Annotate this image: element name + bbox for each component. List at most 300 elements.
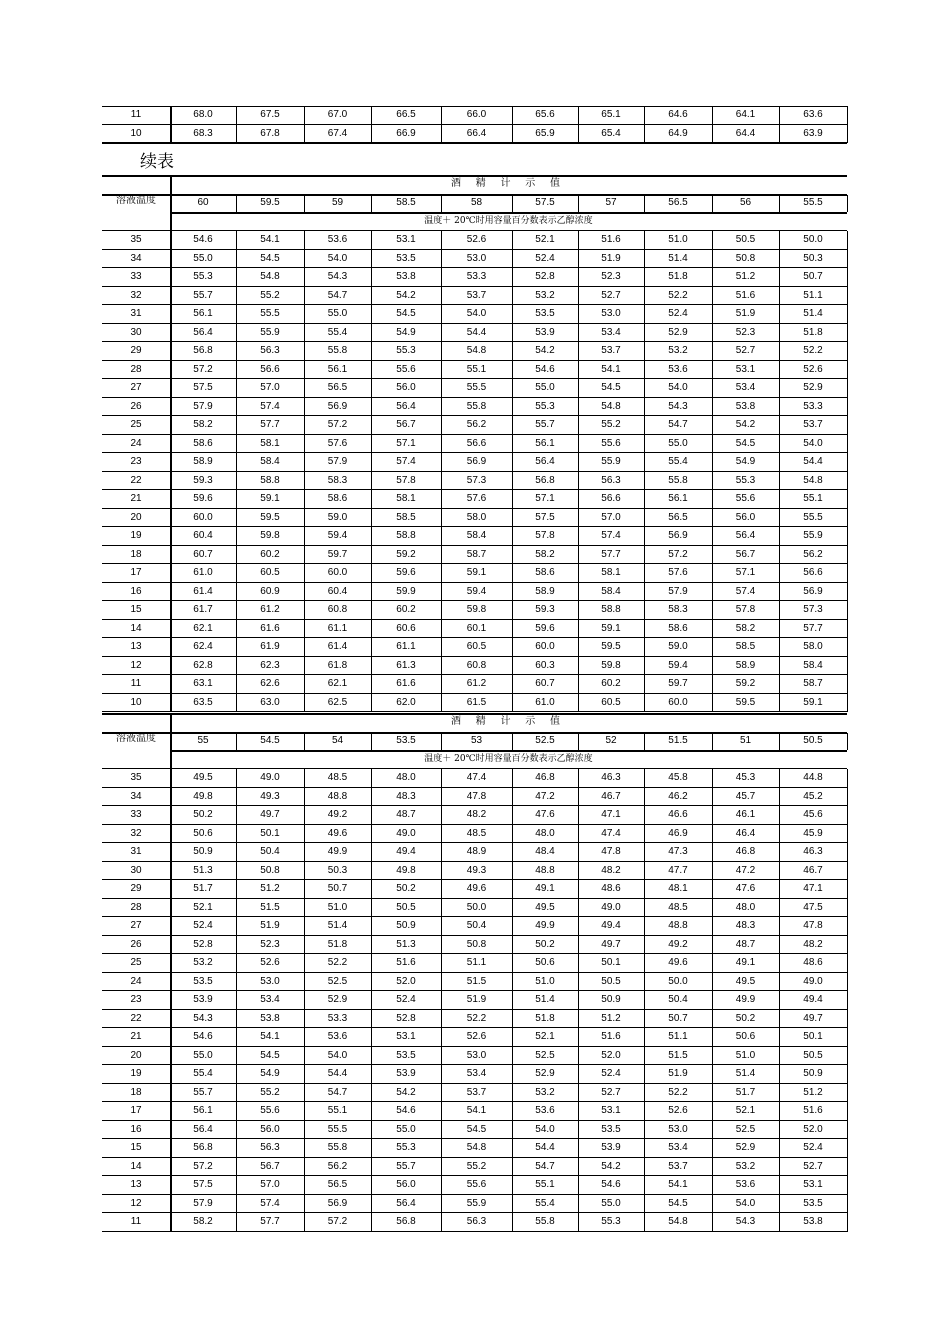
row-divider: [102, 711, 847, 712]
value-cell: 56.2: [466, 419, 487, 430]
value-cell: 63.6: [803, 109, 823, 120]
column-header: 56: [739, 197, 752, 208]
value-cell: 58.2: [193, 419, 213, 430]
value-cell: 44.8: [803, 772, 823, 783]
value-cell: 56.8: [396, 1216, 416, 1227]
value-cell: 55.3: [396, 345, 416, 356]
value-cell: 50.8: [260, 864, 280, 876]
value-cell: 58.3: [327, 474, 348, 486]
table-row: [102, 1047, 847, 1065]
value-cell: 50.7: [327, 883, 348, 894]
value-cell: 52.9: [803, 382, 823, 393]
table-row: [102, 1010, 847, 1028]
value-cell: 53.0: [668, 1123, 688, 1135]
column-header: 55: [197, 735, 209, 746]
value-cell: 54.3: [327, 271, 348, 282]
value-cell: 57.2: [193, 363, 213, 375]
value-cell: 59.3: [535, 604, 555, 615]
value-cell: 52.4: [668, 308, 688, 319]
value-cell: 50.8: [735, 252, 756, 264]
value-cell: 61.7: [193, 604, 213, 615]
value-cell: 49.4: [803, 994, 823, 1005]
value-cell: 50.4: [668, 994, 688, 1005]
value-cell: 56.3: [260, 345, 280, 356]
temperature-cell: 20: [130, 1049, 142, 1061]
value-cell: 61.2: [466, 678, 487, 689]
column-header-divider-vertical: [712, 733, 713, 750]
value-cell: 51.9: [735, 308, 756, 319]
temperature-cell: 17: [130, 1105, 142, 1116]
value-cell: 56.1: [193, 1105, 213, 1116]
value-cell: 52.2: [668, 1086, 688, 1098]
value-cell: 57.9: [193, 1197, 213, 1209]
table-row: [102, 1139, 847, 1157]
value-cell: 57.2: [668, 548, 688, 560]
value-cell: 52.7: [803, 1160, 823, 1172]
value-cell: 57.7: [260, 419, 280, 430]
temperature-cell: 18: [130, 1086, 142, 1098]
value-cell: 56.3: [260, 1142, 280, 1153]
value-cell: 55.8: [668, 474, 688, 486]
column-divider: [644, 231, 645, 712]
value-cell: 59.9: [396, 585, 416, 597]
value-cell: 55.0: [396, 1123, 416, 1135]
value-cell: 59.5: [735, 696, 756, 708]
column-divider: [644, 769, 645, 1232]
value-cell: 58.5: [396, 511, 416, 523]
value-cell: 61.1: [396, 641, 416, 652]
value-cell: 52.1: [735, 1105, 756, 1116]
value-cell: 51.1: [668, 1031, 688, 1042]
value-cell: 54.9: [735, 456, 756, 467]
value-cell: 50.1: [601, 957, 621, 968]
value-cell: 48.8: [668, 920, 688, 931]
column-header-divider-vertical: [371, 195, 372, 212]
value-cell: 53.2: [735, 1160, 756, 1172]
temperature-cell: 14: [130, 1160, 142, 1172]
value-cell: 53.5: [396, 1049, 416, 1061]
value-cell: 53.1: [735, 363, 756, 375]
value-cell: 57.6: [668, 567, 688, 578]
value-cell: 58.8: [601, 604, 621, 615]
value-cell: 56.0: [396, 1179, 416, 1190]
value-cell: 45.8: [668, 772, 688, 783]
value-cell: 51.4: [327, 920, 348, 931]
table-row: [102, 1065, 847, 1083]
value-cell: 53.5: [803, 1197, 823, 1209]
value-cell: 56.4: [193, 1123, 213, 1135]
value-cell: 49.0: [601, 901, 621, 913]
value-cell: 51.5: [668, 1049, 688, 1061]
temperature-cell: 28: [130, 901, 142, 913]
value-cell: 64.6: [668, 109, 688, 120]
value-cell: 58.6: [668, 622, 688, 634]
table-row: [102, 472, 847, 490]
value-cell: 53.0: [466, 1049, 487, 1061]
value-cell: 47.5: [803, 901, 823, 913]
column-header-divider-vertical: [712, 195, 713, 212]
table-row: [102, 416, 847, 434]
value-cell: 57.9: [193, 400, 213, 412]
temperature-cell: 27: [130, 920, 142, 931]
value-cell: 60.2: [396, 604, 416, 615]
value-cell: 55.2: [260, 1086, 280, 1098]
table-row: [102, 490, 847, 508]
temperature-cell: 11: [130, 109, 142, 120]
value-cell: 56.4: [735, 530, 756, 541]
value-cell: 50.8: [466, 938, 487, 950]
value-cell: 54.5: [260, 252, 280, 264]
value-cell: 54.2: [601, 1160, 621, 1172]
value-cell: 59.1: [601, 622, 621, 634]
column-header: 52.5: [535, 735, 555, 746]
value-cell: 60.0: [193, 511, 213, 523]
value-cell: 56.5: [327, 382, 348, 393]
value-cell: 50.2: [193, 809, 213, 820]
value-cell: 53.1: [803, 1179, 823, 1190]
value-cell: 48.6: [601, 883, 621, 894]
value-cell: 60.6: [396, 622, 416, 634]
value-cell: 59.6: [193, 493, 213, 504]
value-cell: 54.2: [535, 345, 555, 356]
table-row: [102, 675, 847, 693]
table-row: [102, 936, 847, 954]
column-header: 58: [470, 197, 483, 208]
column-divider: [512, 231, 513, 712]
value-cell: 48.7: [396, 809, 416, 820]
value-cell: 57.4: [735, 585, 756, 597]
value-cell: 57.9: [668, 585, 688, 597]
temperature-cell: 25: [130, 957, 142, 968]
table-row: [102, 342, 847, 360]
table-row: [102, 620, 847, 638]
value-cell: 51.1: [466, 957, 487, 968]
value-cell: 53.2: [668, 345, 688, 356]
column-divider: [236, 769, 237, 1232]
value-cell: 50.7: [668, 1012, 688, 1024]
value-cell: 52.4: [396, 994, 416, 1005]
table-bottom-border: [102, 142, 847, 144]
value-cell: 53.4: [668, 1142, 688, 1153]
column-header-divider-vertical: [512, 733, 513, 750]
value-cell: 48.7: [735, 938, 756, 950]
value-cell: 48.2: [601, 864, 621, 876]
table-row: [102, 268, 847, 286]
value-cell: 54.0: [327, 252, 348, 264]
temperature-cell: 12: [130, 659, 142, 671]
value-cell: 54.4: [327, 1068, 348, 1079]
value-cell: 48.9: [466, 846, 487, 857]
value-cell: 52.8: [396, 1012, 416, 1024]
value-cell: 49.0: [803, 975, 823, 987]
value-cell: 56.4: [396, 400, 416, 412]
value-cell: 54.1: [601, 363, 621, 375]
value-cell: 53.8: [260, 1012, 280, 1024]
value-cell: 54.1: [466, 1105, 487, 1116]
temperature-cell: 34: [130, 790, 142, 802]
temperature-cell: 23: [130, 456, 142, 467]
value-cell: 55.6: [601, 437, 621, 449]
value-cell: 61.6: [260, 622, 280, 634]
value-cell: 54.2: [396, 1086, 416, 1098]
value-cell: 49.5: [535, 901, 555, 913]
value-cell: 53.3: [327, 1012, 348, 1024]
value-cell: 50.5: [735, 234, 756, 245]
value-cell: 60.0: [535, 641, 555, 652]
value-cell: 57.5: [193, 382, 213, 393]
value-cell: 48.3: [396, 790, 416, 802]
value-cell: 50.0: [466, 901, 487, 913]
value-cell: 50.6: [535, 957, 555, 968]
value-cell: 50.2: [535, 938, 555, 950]
value-cell: 47.3: [668, 846, 688, 857]
value-cell: 50.9: [601, 994, 621, 1005]
value-cell: 45.9: [803, 827, 823, 839]
value-cell: 58.4: [601, 585, 621, 597]
value-cell: 56.5: [668, 511, 688, 523]
value-cell: 52.1: [535, 1031, 555, 1042]
table-row: [102, 435, 847, 453]
value-cell: 52.9: [735, 1142, 756, 1153]
value-cell: 60.5: [260, 567, 280, 578]
column-divider: [304, 106, 305, 143]
value-cell: 57.3: [466, 474, 487, 486]
value-cell: 59.2: [396, 548, 416, 560]
value-cell: 55.7: [193, 1086, 213, 1098]
value-cell: 52.0: [396, 975, 416, 987]
value-cell: 56.4: [535, 456, 555, 467]
column-header: 57.5: [535, 197, 555, 208]
value-cell: 48.5: [668, 901, 688, 913]
table-row: [102, 638, 847, 656]
value-cell: 60.7: [535, 678, 555, 689]
table-row: [102, 769, 847, 787]
table-row: [102, 1028, 847, 1046]
table-row: [102, 379, 847, 397]
value-cell: 56.6: [466, 437, 487, 449]
column-divider: [236, 106, 237, 143]
value-cell: 48.8: [327, 790, 348, 802]
value-cell: 50.5: [396, 901, 416, 913]
value-cell: 57.0: [601, 511, 621, 523]
value-cell: 49.1: [735, 957, 756, 968]
value-cell: 56.9: [668, 530, 688, 541]
column-header: 54.5: [260, 735, 280, 746]
value-cell: 56.9: [327, 1197, 348, 1209]
value-cell: 59.6: [396, 567, 416, 578]
value-cell: 54.8: [668, 1216, 688, 1227]
value-cell: 58.0: [466, 511, 487, 523]
column-divider: [578, 106, 579, 143]
temperature-cell: 34: [130, 252, 142, 264]
value-cell: 55.4: [668, 456, 688, 467]
value-cell: 64.9: [668, 127, 688, 139]
value-cell: 50.5: [601, 975, 621, 987]
value-cell: 55.8: [535, 1216, 555, 1227]
value-cell: 57.9: [327, 456, 348, 467]
value-cell: 54.0: [668, 382, 688, 393]
value-cell: 53.6: [735, 1179, 756, 1190]
column-header-divider-vertical: [779, 195, 780, 212]
value-cell: 51.2: [735, 271, 756, 282]
table-subtitle: 温度＋ 20℃时用容量百分数表示乙醇浓度: [424, 754, 593, 764]
value-cell: 51.0: [735, 1049, 756, 1061]
value-cell: 51.4: [803, 308, 823, 319]
value-cell: 49.9: [535, 920, 555, 931]
temperature-cell: 25: [130, 419, 142, 430]
value-cell: 56.7: [735, 548, 756, 560]
value-cell: 57.8: [396, 474, 416, 486]
table-row: [102, 1121, 847, 1139]
value-cell: 45.3: [735, 772, 756, 783]
value-cell: 55.1: [327, 1105, 348, 1116]
temperature-cell: 24: [130, 975, 142, 987]
temperature-cell: 15: [130, 604, 142, 615]
value-cell: 48.2: [466, 809, 487, 820]
value-cell: 57.4: [260, 400, 280, 412]
value-cell: 54.0: [735, 1197, 756, 1209]
value-cell: 50.1: [260, 827, 280, 839]
temperature-column-divider: [170, 713, 172, 1232]
value-cell: 54.4: [466, 326, 487, 338]
value-cell: 51.0: [327, 901, 348, 913]
value-cell: 51.7: [193, 883, 213, 894]
column-divider: [371, 769, 372, 1232]
temperature-cell: 19: [130, 530, 142, 541]
value-cell: 58.9: [193, 456, 213, 467]
value-cell: 57.6: [327, 437, 348, 449]
value-cell: 51.4: [735, 1068, 756, 1079]
value-cell: 52.3: [260, 938, 280, 950]
value-cell: 48.0: [396, 772, 416, 783]
value-cell: 48.1: [668, 883, 688, 894]
value-cell: 54.7: [327, 1086, 348, 1098]
table-row: [102, 694, 847, 712]
value-cell: 60.5: [601, 696, 621, 708]
temperature-cell: 35: [130, 234, 142, 245]
table-row: [102, 917, 847, 935]
value-cell: 54.6: [601, 1179, 621, 1190]
value-cell: 61.6: [396, 678, 416, 689]
column-header: 51.5: [668, 735, 688, 746]
value-cell: 52.5: [735, 1123, 756, 1135]
value-cell: 62.5: [327, 696, 348, 708]
value-cell: 55.9: [803, 530, 823, 541]
value-cell: 49.4: [396, 846, 416, 857]
temperature-cell: 17: [130, 567, 142, 578]
value-cell: 52.8: [193, 938, 213, 950]
value-cell: 52.7: [601, 1086, 621, 1098]
value-cell: 58.7: [803, 678, 823, 689]
value-cell: 52.6: [466, 1031, 487, 1042]
value-cell: 56.9: [466, 456, 487, 467]
column-header-divider-vertical: [304, 733, 305, 750]
value-cell: 56.7: [396, 419, 416, 430]
column-divider: [512, 106, 513, 143]
value-cell: 58.2: [735, 622, 756, 634]
value-cell: 46.3: [601, 772, 621, 783]
value-cell: 58.4: [803, 659, 823, 671]
table-subtitle: 温度＋ 20℃时用容量百分数表示乙醇浓度: [424, 216, 593, 226]
value-cell: 51.2: [260, 883, 280, 894]
value-cell: 56.6: [601, 493, 621, 504]
value-cell: 54.5: [466, 1123, 487, 1135]
value-cell: 53.4: [466, 1068, 487, 1079]
value-cell: 58.1: [601, 567, 621, 578]
value-cell: 46.3: [803, 846, 823, 857]
column-divider: [712, 106, 713, 143]
value-cell: 64.1: [735, 109, 756, 120]
value-cell: 59.7: [327, 548, 348, 560]
value-cell: 57.4: [601, 530, 621, 541]
value-cell: 60.9: [260, 585, 280, 597]
temperature-cell: 31: [130, 846, 142, 857]
value-cell: 58.2: [193, 1216, 213, 1227]
value-cell: 51.8: [803, 326, 823, 338]
value-cell: 55.8: [327, 345, 348, 356]
value-cell: 52.4: [193, 920, 213, 931]
value-cell: 51.6: [601, 234, 621, 245]
table-row: [102, 1176, 847, 1194]
value-cell: 57.1: [535, 493, 555, 504]
value-cell: 54.3: [668, 400, 688, 412]
value-cell: 57.6: [466, 493, 487, 504]
value-cell: 60.0: [668, 696, 688, 708]
column-header: 54: [331, 735, 344, 746]
value-cell: 59.1: [466, 567, 487, 578]
table-row: [102, 1195, 847, 1213]
column-divider: [712, 769, 713, 1232]
value-cell: 62.3: [260, 659, 280, 671]
value-cell: 49.6: [466, 883, 487, 894]
temperature-cell: 15: [130, 1142, 142, 1153]
column-divider: [371, 106, 372, 143]
value-cell: 56.9: [803, 585, 823, 597]
value-cell: 57.5: [535, 511, 555, 523]
value-cell: 56.0: [735, 511, 756, 523]
value-cell: 54.2: [396, 289, 416, 301]
temperature-cell: 21: [130, 1031, 142, 1042]
value-cell: 61.0: [193, 567, 213, 578]
value-cell: 55.2: [601, 419, 621, 430]
value-cell: 59.8: [260, 530, 280, 541]
value-cell: 45.7: [735, 790, 756, 802]
table-row: [102, 880, 847, 898]
solution-temperature-label: 溶液温度: [116, 195, 156, 206]
table-row: [102, 862, 847, 880]
value-cell: 50.0: [668, 975, 688, 987]
value-cell: 54.4: [535, 1142, 555, 1153]
value-cell: 51.2: [601, 1012, 621, 1024]
value-cell: 49.6: [668, 957, 688, 968]
value-cell: 54.5: [668, 1197, 688, 1209]
value-cell: 55.0: [193, 252, 213, 264]
top-table-continuation: [102, 106, 847, 146]
value-cell: 53.6: [668, 363, 688, 375]
column-header-divider-vertical: [441, 733, 442, 750]
value-cell: 51.0: [668, 234, 688, 245]
value-cell: 54.0: [327, 1049, 348, 1061]
value-cell: 53.5: [396, 252, 416, 264]
value-cell: 50.6: [735, 1031, 756, 1042]
value-cell: 46.8: [735, 846, 756, 857]
value-cell: 45.6: [803, 809, 823, 820]
value-cell: 53.6: [327, 1031, 348, 1042]
value-cell: 55.7: [396, 1160, 416, 1172]
value-cell: 56.2: [327, 1160, 348, 1172]
column-header-divider-vertical: [644, 733, 645, 750]
value-cell: 59.1: [260, 493, 280, 504]
